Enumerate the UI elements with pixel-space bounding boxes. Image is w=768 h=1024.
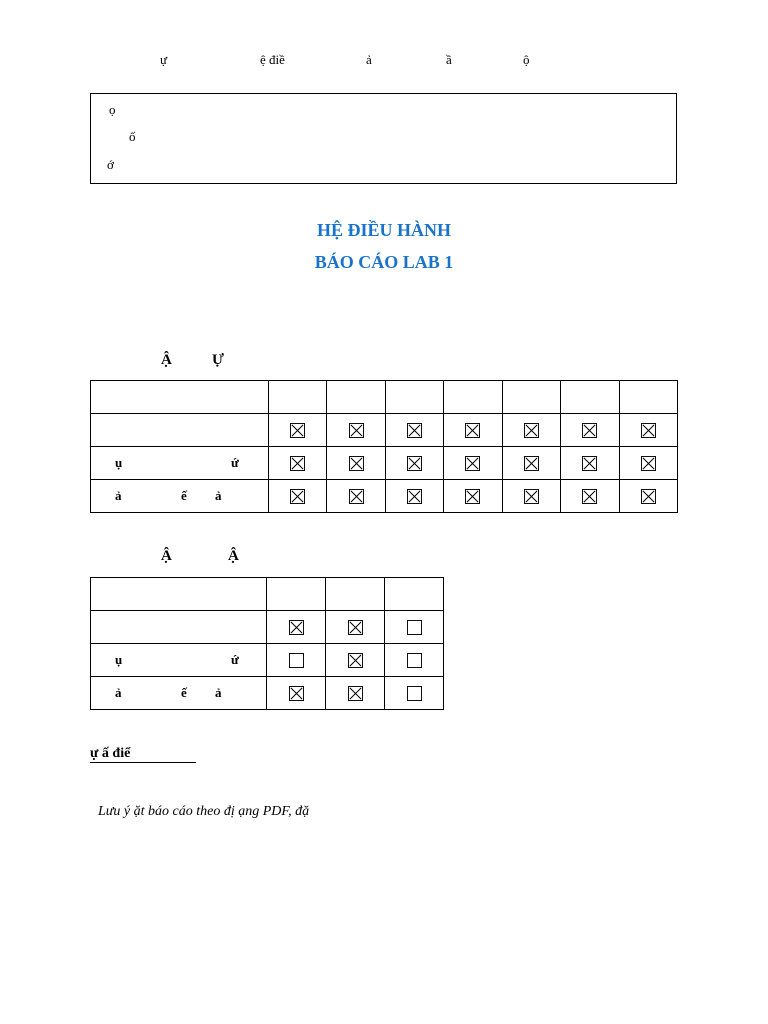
header-fragment: ộ — [523, 52, 530, 67]
checked-box-icon[interactable] — [289, 620, 304, 635]
checkbox-cell — [269, 414, 327, 447]
checked-box-icon[interactable] — [582, 489, 597, 504]
header-cell — [327, 381, 385, 414]
score-label: ự ấ điể — [90, 746, 131, 761]
checkbox-cell — [267, 677, 326, 710]
submission-note: Lưu ý ặt báo cáo theo đị ạng PDF, đặ — [98, 804, 310, 819]
row-label-part: ả — [215, 488, 222, 503]
table-row — [91, 644, 444, 677]
empty-box-icon[interactable] — [407, 653, 422, 668]
checkbox-cell — [502, 480, 560, 513]
table-row — [91, 447, 678, 480]
checked-box-icon[interactable] — [290, 456, 305, 471]
header-cell — [561, 381, 619, 414]
header-cell — [269, 381, 327, 414]
checked-box-icon[interactable] — [290, 489, 305, 504]
info-line: ọ — [109, 102, 116, 117]
row-label-part: ả — [115, 488, 122, 503]
checkbox-cell — [385, 644, 444, 677]
checkbox-cell — [267, 611, 326, 644]
checkbox-cell — [385, 611, 444, 644]
row-label-part: ả — [115, 685, 122, 700]
checkbox-cell — [619, 447, 677, 480]
checkbox-cell — [326, 611, 385, 644]
row-label-part: ả — [215, 685, 222, 700]
row-label-part: ứ — [231, 652, 239, 667]
checkbox-cell — [326, 644, 385, 677]
table-row — [91, 480, 678, 513]
header-cell — [267, 578, 326, 611]
checked-box-icon[interactable] — [641, 423, 656, 438]
header-cell — [91, 381, 269, 414]
checked-box-icon[interactable] — [524, 456, 539, 471]
course-title: HỆ ĐIỀU HÀNH — [316, 220, 451, 240]
row-label-part: ụ — [115, 455, 123, 470]
table-row — [91, 611, 444, 644]
checked-box-icon[interactable] — [289, 686, 304, 701]
empty-box-icon[interactable] — [407, 620, 422, 635]
checked-box-icon[interactable] — [524, 489, 539, 504]
checked-box-icon[interactable] — [407, 456, 422, 471]
checked-box-icon[interactable] — [465, 456, 480, 471]
section1-checklist-table — [90, 380, 678, 513]
header-cell — [385, 578, 444, 611]
empty-box-icon[interactable] — [407, 686, 422, 701]
row-label-part: ế — [181, 488, 187, 503]
checkbox-cell — [385, 447, 443, 480]
row-label-part: ế — [181, 685, 187, 700]
section2-checklist-table — [90, 577, 444, 710]
empty-box-icon[interactable] — [289, 653, 304, 668]
header-cell — [326, 578, 385, 611]
checkbox-cell — [561, 447, 619, 480]
checkbox-cell — [326, 677, 385, 710]
section2-label-part: Ậ — [228, 548, 239, 564]
checked-box-icon[interactable] — [407, 489, 422, 504]
checked-box-icon[interactable] — [641, 456, 656, 471]
checkbox-cell — [444, 447, 502, 480]
checkbox-cell — [267, 644, 326, 677]
checkbox-cell — [385, 414, 443, 447]
row-label-cell — [91, 447, 269, 480]
checked-box-icon[interactable] — [349, 456, 364, 471]
row-label-cell — [91, 414, 269, 447]
student-info-box — [90, 93, 677, 184]
checked-box-icon[interactable] — [465, 489, 480, 504]
table-header-row — [91, 578, 444, 611]
row-label-part: ụ — [115, 652, 123, 667]
checked-box-icon[interactable] — [582, 456, 597, 471]
row-label-cell — [91, 644, 267, 677]
checkbox-cell — [327, 480, 385, 513]
checkbox-cell — [502, 447, 560, 480]
row-label-part: ứ — [231, 455, 239, 470]
table-row — [91, 414, 678, 447]
header-fragment: ệ điề — [260, 52, 285, 67]
table-row — [91, 677, 444, 710]
header-fragment: ả — [366, 52, 372, 67]
checked-box-icon[interactable] — [348, 620, 363, 635]
checkbox-cell — [385, 480, 443, 513]
row-label-cell — [91, 611, 267, 644]
checked-box-icon[interactable] — [348, 653, 363, 668]
checkbox-cell — [619, 414, 677, 447]
checkbox-cell — [444, 414, 502, 447]
checked-box-icon[interactable] — [348, 686, 363, 701]
info-line: ớ — [107, 157, 114, 172]
report-title: BÁO CÁO LAB 1 — [314, 252, 454, 272]
section1-label-part: Ậ — [161, 352, 172, 368]
section1-label-part: Ự — [212, 352, 224, 368]
checkbox-cell — [502, 414, 560, 447]
header-cell — [444, 381, 502, 414]
header-cell — [91, 578, 267, 611]
row-label-cell — [91, 677, 267, 710]
checked-box-icon[interactable] — [407, 423, 422, 438]
checkbox-cell — [327, 414, 385, 447]
checkbox-cell — [561, 480, 619, 513]
checkbox-cell — [385, 677, 444, 710]
checked-box-icon[interactable] — [465, 423, 480, 438]
checked-box-icon[interactable] — [582, 423, 597, 438]
header-fragment: ầ — [446, 52, 452, 67]
section2-label-part: Ậ — [161, 548, 172, 564]
checked-box-icon[interactable] — [349, 489, 364, 504]
checkbox-cell — [561, 414, 619, 447]
checked-box-icon[interactable] — [290, 423, 305, 438]
checked-box-icon[interactable] — [349, 423, 364, 438]
checked-box-icon[interactable] — [524, 423, 539, 438]
checkbox-cell — [444, 480, 502, 513]
header-cell — [502, 381, 560, 414]
table-header-row — [91, 381, 678, 414]
row-label-cell — [91, 480, 269, 513]
checked-box-icon[interactable] — [641, 489, 656, 504]
checkbox-cell — [619, 480, 677, 513]
checkbox-cell — [327, 447, 385, 480]
header-cell — [385, 381, 443, 414]
checkbox-cell — [269, 480, 327, 513]
header-fragment: ự — [160, 52, 168, 67]
score-underline — [90, 762, 196, 763]
checkbox-cell — [269, 447, 327, 480]
info-line: ố — [129, 129, 136, 144]
header-cell — [619, 381, 677, 414]
